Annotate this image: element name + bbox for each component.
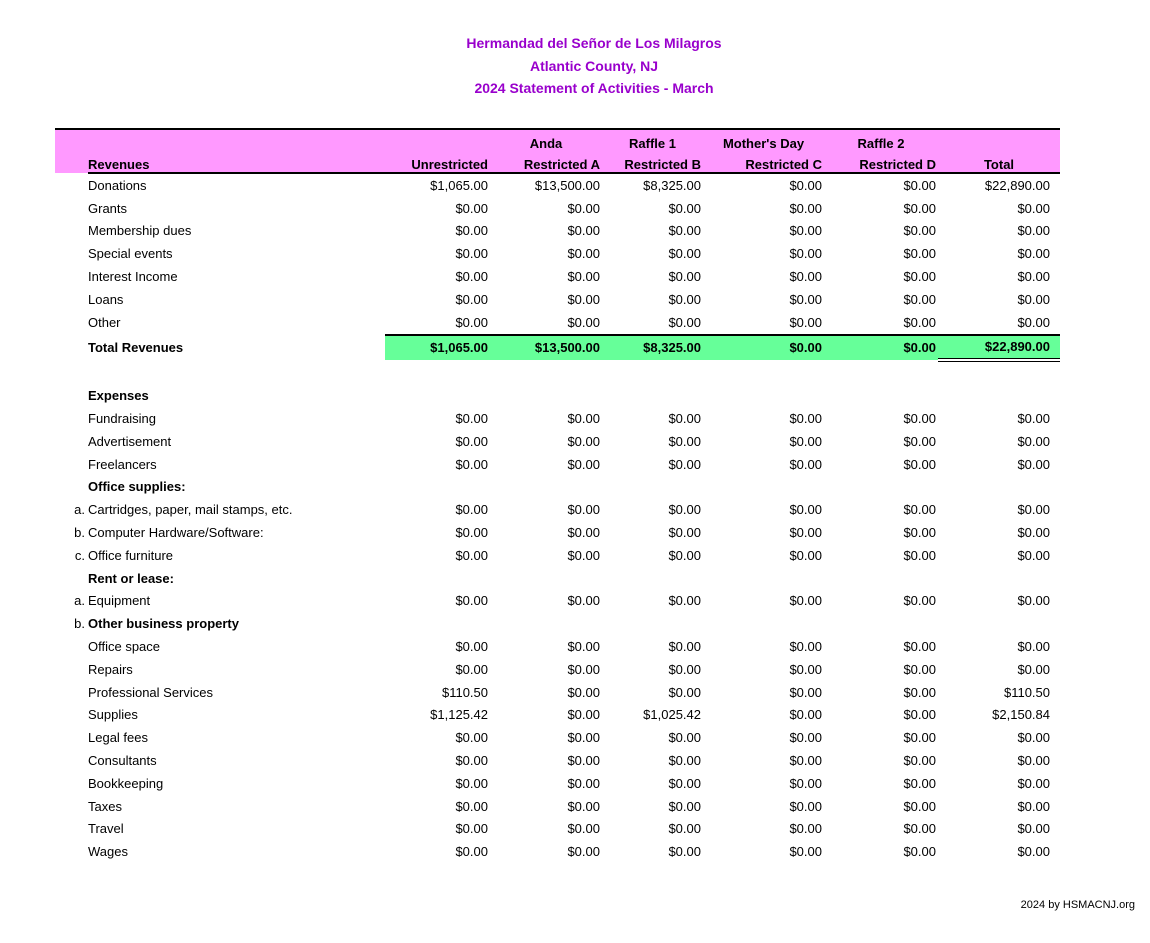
value-unrestricted: $0.00 bbox=[455, 223, 488, 239]
row-prefix bbox=[55, 288, 88, 311]
row-prefix: a. bbox=[74, 593, 85, 609]
row-label: Computer Hardware/Software: bbox=[88, 525, 264, 541]
row-prefix bbox=[55, 265, 88, 288]
col-header-restricted-d: Restricted D bbox=[824, 151, 938, 173]
spacer-cell bbox=[55, 360, 1060, 384]
value-restricted-a: $0.00 bbox=[567, 775, 600, 791]
value-total: $0.00 bbox=[1017, 502, 1050, 518]
value-unrestricted: $0.00 bbox=[455, 661, 488, 677]
value-unrestricted: $1,065.00 bbox=[385, 335, 490, 361]
row-prefix bbox=[55, 658, 88, 681]
value-restricted-b: $0.00 bbox=[668, 730, 701, 746]
table-row bbox=[55, 772, 1060, 795]
header-group-row bbox=[55, 129, 1060, 151]
col-header-unrestricted: Unrestricted bbox=[385, 151, 490, 173]
value-total: $0.00 bbox=[1017, 525, 1050, 541]
row-label: Office space bbox=[88, 639, 161, 655]
value-restricted-a: $0.00 bbox=[567, 291, 600, 307]
value-restricted-c: $0.00 bbox=[789, 684, 822, 700]
value-total: $0.00 bbox=[1017, 314, 1050, 330]
value-restricted-b: $0.00 bbox=[668, 525, 701, 541]
row-prefix: b. bbox=[74, 616, 85, 632]
row-prefix bbox=[55, 749, 88, 772]
value-restricted-b: $0.00 bbox=[668, 547, 701, 563]
value-total: $0.00 bbox=[1017, 593, 1050, 609]
value-restricted-c bbox=[703, 476, 824, 499]
row-label: Donations bbox=[88, 177, 147, 193]
value-restricted-c: $0.00 bbox=[789, 730, 822, 746]
value-unrestricted: $0.00 bbox=[455, 525, 488, 541]
value-total bbox=[938, 612, 1060, 635]
table-body bbox=[55, 173, 1060, 863]
value-restricted-a: $0.00 bbox=[567, 269, 600, 285]
value-restricted-d: $0.00 bbox=[903, 593, 936, 609]
value-restricted-d: $0.00 bbox=[903, 433, 936, 449]
table-row bbox=[55, 726, 1060, 749]
value-total: $0.00 bbox=[1017, 411, 1050, 427]
value-restricted-a: $0.00 bbox=[567, 730, 600, 746]
row-label: Other business property bbox=[88, 616, 239, 632]
value-unrestricted: $0.00 bbox=[455, 433, 488, 449]
value-restricted-d: $0.00 bbox=[903, 707, 936, 723]
value-restricted-d: $0.00 bbox=[903, 177, 936, 193]
value-restricted-b: $8,325.00 bbox=[643, 177, 701, 193]
spacer-row bbox=[55, 360, 1060, 384]
value-restricted-c: $0.00 bbox=[789, 314, 822, 330]
value-unrestricted: $0.00 bbox=[455, 593, 488, 609]
value-restricted-b: $0.00 bbox=[668, 291, 701, 307]
table-row bbox=[55, 635, 1060, 658]
value-restricted-a bbox=[490, 567, 602, 590]
header-empty-cell bbox=[55, 151, 88, 173]
value-restricted-d: $0.00 bbox=[903, 223, 936, 239]
value-restricted-a: $0.00 bbox=[567, 661, 600, 677]
statement-title: 2024 Statement of Activities - March bbox=[474, 80, 714, 96]
value-restricted-d: $0.00 bbox=[903, 661, 936, 677]
row-prefix bbox=[55, 567, 88, 590]
value-unrestricted bbox=[385, 567, 490, 590]
table-row bbox=[55, 795, 1060, 818]
value-restricted-c: $0.00 bbox=[789, 177, 822, 193]
value-restricted-c: $0.00 bbox=[789, 798, 822, 814]
value-total bbox=[938, 567, 1060, 590]
value-restricted-b: $0.00 bbox=[668, 821, 701, 837]
value-total: $0.00 bbox=[1017, 730, 1050, 746]
header-empty-cell bbox=[938, 129, 1060, 151]
value-unrestricted: $0.00 bbox=[455, 775, 488, 791]
row-label: Expenses bbox=[88, 388, 149, 404]
value-restricted-a: $0.00 bbox=[567, 200, 600, 216]
value-restricted-b bbox=[602, 476, 703, 499]
value-restricted-a: $0.00 bbox=[567, 547, 600, 563]
value-restricted-b: $0.00 bbox=[668, 753, 701, 769]
value-unrestricted: $110.50 bbox=[441, 684, 488, 700]
row-label: Professional Services bbox=[88, 684, 213, 700]
table-header bbox=[55, 129, 1060, 173]
value-restricted-d bbox=[824, 384, 938, 407]
row-prefix bbox=[55, 840, 88, 863]
row-label: Travel bbox=[88, 821, 124, 837]
row-label: Rent or lease: bbox=[88, 570, 174, 586]
value-restricted-a: $0.00 bbox=[567, 502, 600, 518]
col-group-mothers-day: Mother's Day bbox=[703, 129, 824, 151]
value-total: $2,150.84 bbox=[992, 707, 1050, 723]
row-prefix: a. bbox=[74, 502, 85, 518]
row-label: Advertisement bbox=[88, 433, 172, 449]
value-unrestricted: $0.00 bbox=[455, 639, 488, 655]
value-restricted-b: $0.00 bbox=[668, 223, 701, 239]
value-restricted-d: $0.00 bbox=[903, 291, 936, 307]
value-restricted-d: $0.00 bbox=[903, 502, 936, 518]
value-restricted-a: $0.00 bbox=[567, 525, 600, 541]
row-prefix bbox=[55, 453, 88, 476]
value-total: $0.00 bbox=[1017, 547, 1050, 563]
row-label: Repairs bbox=[88, 661, 133, 677]
value-restricted-a: $0.00 bbox=[567, 844, 600, 860]
value-restricted-b bbox=[602, 612, 703, 635]
value-total bbox=[938, 476, 1060, 499]
row-prefix: c. bbox=[74, 547, 85, 563]
value-restricted-c: $0.00 bbox=[789, 639, 822, 655]
row-prefix bbox=[55, 407, 88, 430]
row-label: Special events bbox=[88, 246, 173, 262]
value-restricted-c: $0.00 bbox=[789, 707, 822, 723]
value-total: $0.00 bbox=[1017, 223, 1050, 239]
value-total: $22,890.00 bbox=[938, 335, 1060, 361]
value-unrestricted: $0.00 bbox=[455, 821, 488, 837]
table-row bbox=[55, 681, 1060, 704]
value-restricted-d bbox=[824, 612, 938, 635]
table-row bbox=[55, 220, 1060, 243]
value-total: $0.00 bbox=[1017, 821, 1050, 837]
row-label: Fundraising bbox=[88, 411, 156, 427]
value-restricted-a: $0.00 bbox=[567, 753, 600, 769]
value-total: $0.00 bbox=[1017, 844, 1050, 860]
value-restricted-c: $0.00 bbox=[703, 335, 824, 361]
value-restricted-b bbox=[602, 567, 703, 590]
value-restricted-c bbox=[703, 384, 824, 407]
value-restricted-c: $0.00 bbox=[789, 593, 822, 609]
row-label: Wages bbox=[88, 844, 128, 860]
value-total: $22,890.00 bbox=[984, 177, 1050, 193]
table-row bbox=[55, 840, 1060, 863]
section-header-row bbox=[55, 612, 1060, 635]
section-header-row bbox=[55, 567, 1060, 590]
value-restricted-a bbox=[490, 476, 602, 499]
value-restricted-a: $13,500.00 bbox=[534, 177, 600, 193]
row-label: Freelancers bbox=[88, 456, 157, 472]
table-row bbox=[55, 197, 1060, 220]
row-label: Interest Income bbox=[88, 269, 178, 285]
row-label: Office supplies: bbox=[88, 479, 186, 495]
table-row bbox=[55, 544, 1060, 567]
value-restricted-b: $0.00 bbox=[668, 661, 701, 677]
value-unrestricted: $0.00 bbox=[455, 456, 488, 472]
value-restricted-c: $0.00 bbox=[789, 246, 822, 262]
value-unrestricted: $1,065.00 bbox=[430, 177, 488, 193]
table-row bbox=[55, 407, 1060, 430]
document-title-block bbox=[38, 32, 1150, 100]
row-label: Office furniture bbox=[88, 547, 174, 563]
value-total: $0.00 bbox=[1017, 775, 1050, 791]
value-unrestricted: $0.00 bbox=[455, 547, 488, 563]
col-header-revenues: Revenues bbox=[88, 151, 385, 173]
statement-table bbox=[55, 128, 1060, 863]
col-header-total: Total bbox=[938, 151, 1060, 173]
row-label: Equipment bbox=[88, 593, 151, 609]
row-prefix bbox=[55, 795, 88, 818]
value-restricted-a: $0.00 bbox=[567, 821, 600, 837]
value-restricted-b: $0.00 bbox=[668, 593, 701, 609]
value-restricted-d: $0.00 bbox=[824, 335, 938, 361]
value-restricted-d: $0.00 bbox=[903, 639, 936, 655]
value-restricted-a: $0.00 bbox=[567, 223, 600, 239]
value-restricted-c bbox=[703, 567, 824, 590]
value-restricted-b: $0.00 bbox=[668, 456, 701, 472]
row-label: Bookkeeping bbox=[88, 775, 164, 791]
row-prefix bbox=[55, 635, 88, 658]
table-row bbox=[55, 430, 1060, 453]
value-restricted-d: $0.00 bbox=[903, 775, 936, 791]
value-restricted-b: $0.00 bbox=[668, 844, 701, 860]
value-restricted-b: $0.00 bbox=[668, 269, 701, 285]
value-unrestricted: $0.00 bbox=[455, 502, 488, 518]
value-restricted-b: $8,325.00 bbox=[602, 335, 703, 361]
value-restricted-c: $0.00 bbox=[789, 661, 822, 677]
value-unrestricted: $0.00 bbox=[455, 411, 488, 427]
row-prefix bbox=[55, 772, 88, 795]
value-restricted-d: $0.00 bbox=[903, 525, 936, 541]
value-restricted-d: $0.00 bbox=[903, 753, 936, 769]
value-unrestricted: $0.00 bbox=[455, 314, 488, 330]
value-total: $0.00 bbox=[1017, 246, 1050, 262]
table-row bbox=[55, 242, 1060, 265]
value-restricted-b: $0.00 bbox=[668, 411, 701, 427]
col-header-restricted-a: Restricted A bbox=[490, 151, 602, 173]
value-restricted-c: $0.00 bbox=[789, 433, 822, 449]
value-restricted-a: $0.00 bbox=[567, 639, 600, 655]
value-unrestricted: $0.00 bbox=[455, 844, 488, 860]
table-row bbox=[55, 288, 1060, 311]
value-restricted-c: $0.00 bbox=[789, 844, 822, 860]
value-restricted-c: $0.00 bbox=[789, 525, 822, 541]
value-restricted-c: $0.00 bbox=[789, 547, 822, 563]
row-prefix bbox=[55, 220, 88, 243]
col-group-raffle1: Raffle 1 bbox=[602, 129, 703, 151]
value-restricted-c: $0.00 bbox=[789, 775, 822, 791]
value-restricted-b: $0.00 bbox=[668, 684, 701, 700]
value-total: $0.00 bbox=[1017, 798, 1050, 814]
value-restricted-d: $0.00 bbox=[903, 844, 936, 860]
value-restricted-b: $0.00 bbox=[668, 200, 701, 216]
org-name: Hermandad del Señor de Los Milagros bbox=[466, 35, 722, 51]
value-unrestricted: $0.00 bbox=[455, 798, 488, 814]
row-prefix bbox=[55, 430, 88, 453]
table-row bbox=[55, 590, 1060, 613]
row-prefix bbox=[55, 311, 88, 335]
value-restricted-c: $0.00 bbox=[789, 223, 822, 239]
row-prefix bbox=[55, 681, 88, 704]
value-total: $0.00 bbox=[1017, 269, 1050, 285]
value-restricted-a bbox=[490, 384, 602, 407]
header-empty-cell bbox=[88, 129, 385, 151]
value-restricted-a: $0.00 bbox=[567, 707, 600, 723]
value-restricted-a: $0.00 bbox=[567, 314, 600, 330]
row-prefix bbox=[55, 335, 88, 361]
row-label: Consultants bbox=[88, 753, 157, 769]
value-restricted-c: $0.00 bbox=[789, 411, 822, 427]
table-row bbox=[55, 265, 1060, 288]
value-restricted-d: $0.00 bbox=[903, 456, 936, 472]
value-unrestricted: $1,125.42 bbox=[430, 707, 488, 723]
table-row bbox=[55, 749, 1060, 772]
total-revenues-row bbox=[55, 335, 1060, 361]
col-header-restricted-c: Restricted C bbox=[703, 151, 824, 173]
value-restricted-b bbox=[602, 384, 703, 407]
value-total bbox=[938, 384, 1060, 407]
value-unrestricted: $0.00 bbox=[455, 246, 488, 262]
row-prefix bbox=[55, 384, 88, 407]
footer-credit: 2024 by HSMACNJ.org bbox=[1020, 899, 1135, 911]
value-restricted-a bbox=[490, 612, 602, 635]
row-prefix bbox=[55, 173, 88, 197]
row-prefix bbox=[55, 818, 88, 841]
value-unrestricted bbox=[385, 384, 490, 407]
value-restricted-c: $0.00 bbox=[789, 502, 822, 518]
value-restricted-d: $0.00 bbox=[903, 684, 936, 700]
row-prefix: b. bbox=[74, 525, 85, 541]
value-restricted-b: $0.00 bbox=[668, 639, 701, 655]
value-total: $110.50 bbox=[1003, 684, 1050, 700]
row-label: Loans bbox=[88, 291, 124, 307]
value-restricted-d: $0.00 bbox=[903, 200, 936, 216]
row-prefix bbox=[55, 704, 88, 727]
value-total: $0.00 bbox=[1017, 661, 1050, 677]
value-restricted-d: $0.00 bbox=[903, 314, 936, 330]
value-restricted-b: $0.00 bbox=[668, 775, 701, 791]
value-restricted-c: $0.00 bbox=[789, 200, 822, 216]
table-row bbox=[55, 818, 1060, 841]
table-row bbox=[55, 521, 1060, 544]
value-restricted-d: $0.00 bbox=[903, 547, 936, 563]
value-total: $0.00 bbox=[1017, 753, 1050, 769]
table-row bbox=[55, 704, 1060, 727]
row-label: Supplies bbox=[88, 707, 138, 723]
table-row bbox=[55, 453, 1060, 476]
value-restricted-c: $0.00 bbox=[789, 456, 822, 472]
value-restricted-a: $0.00 bbox=[567, 798, 600, 814]
value-restricted-a: $0.00 bbox=[567, 246, 600, 262]
value-restricted-a: $0.00 bbox=[567, 593, 600, 609]
section-header-row bbox=[55, 476, 1060, 499]
value-restricted-a: $0.00 bbox=[567, 456, 600, 472]
row-label: Grants bbox=[88, 200, 128, 216]
col-group-anda: Anda bbox=[490, 129, 602, 151]
value-total: $0.00 bbox=[1017, 456, 1050, 472]
row-prefix bbox=[55, 476, 88, 499]
org-location: Atlantic County, NJ bbox=[529, 57, 659, 74]
table-row bbox=[55, 658, 1060, 681]
header-empty-cell bbox=[55, 129, 88, 151]
value-restricted-d: $0.00 bbox=[903, 821, 936, 837]
header-column-row bbox=[55, 151, 1060, 173]
header-empty-cell bbox=[385, 129, 490, 151]
row-prefix bbox=[55, 726, 88, 749]
value-restricted-c: $0.00 bbox=[789, 821, 822, 837]
value-total: $0.00 bbox=[1017, 291, 1050, 307]
table-row bbox=[55, 173, 1060, 197]
value-restricted-d: $0.00 bbox=[903, 411, 936, 427]
table-row bbox=[55, 311, 1060, 335]
value-restricted-d bbox=[824, 476, 938, 499]
value-restricted-b: $0.00 bbox=[668, 314, 701, 330]
value-unrestricted bbox=[385, 612, 490, 635]
value-unrestricted: $0.00 bbox=[455, 291, 488, 307]
value-restricted-d: $0.00 bbox=[903, 269, 936, 285]
value-unrestricted bbox=[385, 476, 490, 499]
value-restricted-b: $0.00 bbox=[668, 798, 701, 814]
value-unrestricted: $0.00 bbox=[455, 730, 488, 746]
value-restricted-a: $0.00 bbox=[567, 684, 600, 700]
row-label: Legal fees bbox=[88, 730, 148, 746]
value-restricted-b: $1,025.42 bbox=[643, 707, 701, 723]
value-restricted-a: $0.00 bbox=[567, 411, 600, 427]
value-total: $0.00 bbox=[1017, 639, 1050, 655]
value-total: $0.00 bbox=[1017, 433, 1050, 449]
value-restricted-c bbox=[703, 612, 824, 635]
value-restricted-c: $0.00 bbox=[789, 269, 822, 285]
row-label: Taxes bbox=[88, 798, 122, 814]
col-group-raffle2: Raffle 2 bbox=[824, 129, 938, 151]
row-label: Membership dues bbox=[88, 223, 192, 239]
value-restricted-d: $0.00 bbox=[903, 246, 936, 262]
row-label: Other bbox=[88, 315, 121, 331]
value-restricted-b: $0.00 bbox=[668, 246, 701, 262]
row-label: Cartridges, paper, mail stamps, etc. bbox=[88, 502, 293, 518]
value-restricted-b: $0.00 bbox=[668, 502, 701, 518]
table-row bbox=[55, 498, 1060, 521]
row-prefix bbox=[55, 197, 88, 220]
value-restricted-b: $0.00 bbox=[668, 433, 701, 449]
value-total: $0.00 bbox=[1017, 200, 1050, 216]
value-restricted-a: $13,500.00 bbox=[490, 335, 602, 361]
row-label: Total Revenues bbox=[88, 339, 184, 355]
row-prefix bbox=[55, 242, 88, 265]
value-restricted-a: $0.00 bbox=[567, 433, 600, 449]
value-restricted-c: $0.00 bbox=[789, 753, 822, 769]
value-unrestricted: $0.00 bbox=[455, 753, 488, 769]
section-header-row bbox=[55, 384, 1060, 407]
value-unrestricted: $0.00 bbox=[455, 200, 488, 216]
value-restricted-d bbox=[824, 567, 938, 590]
value-restricted-d: $0.00 bbox=[903, 730, 936, 746]
col-header-restricted-b: Restricted B bbox=[602, 151, 703, 173]
value-unrestricted: $0.00 bbox=[455, 269, 488, 285]
value-restricted-c: $0.00 bbox=[789, 291, 822, 307]
value-restricted-d: $0.00 bbox=[903, 798, 936, 814]
